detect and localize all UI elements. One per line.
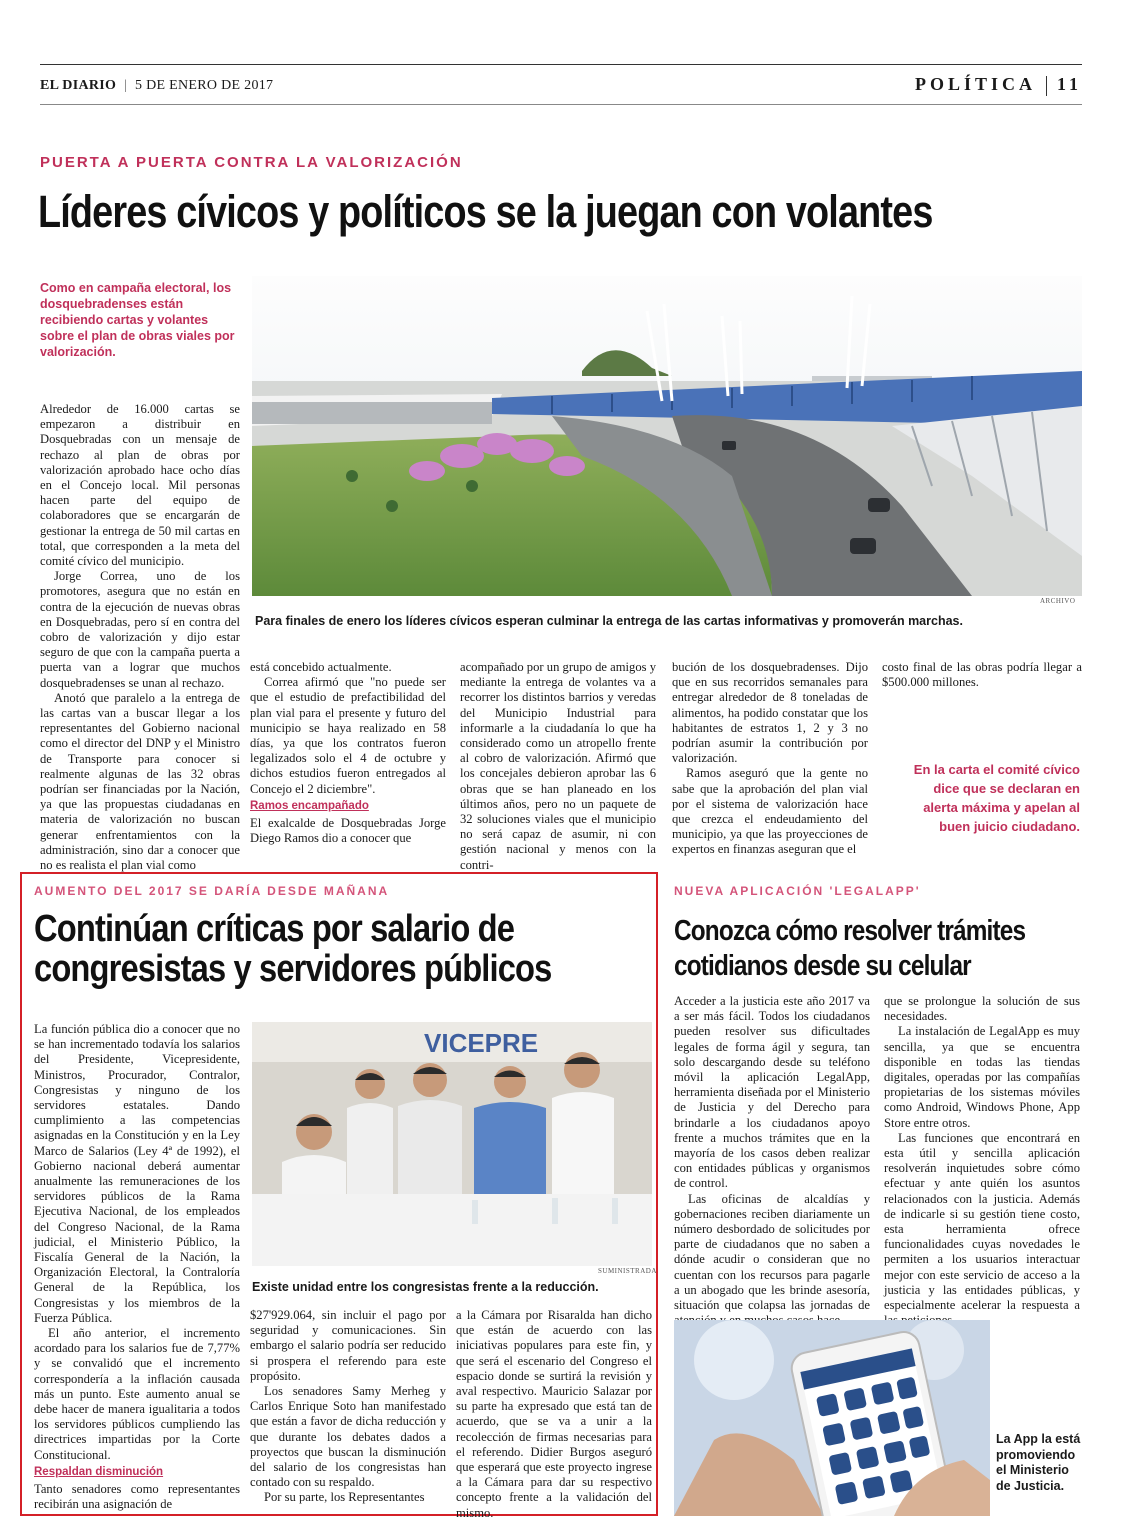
paragraph: Jorge Correa, uno de los promotores, asegura que no están en contra de la ejecución de nuevas obras en Dosquebradas, pero sí en contra del cobro de valorización y dijo estar seguro de que con la campaña puerta a puerta van a lograr que muchos dosquebradenses se unan al rechazo.	[40, 569, 240, 690]
article2-photo	[252, 1022, 652, 1266]
article2-headline	[34, 910, 567, 990]
paragraph: costo final de las obras podría llegar a $500.000 millones.	[882, 660, 1082, 690]
article1-headline: Líderes cívicos y políticos se la juegan con volantes	[38, 186, 933, 237]
article2-col1	[34, 1022, 240, 1513]
article1-photo-credit: ARCHIVO	[1040, 597, 1076, 605]
phone-app-photo	[674, 1320, 990, 1516]
headline-line: cotidianos desde su celular	[674, 950, 971, 983]
paragraph: Tanto senadores como representantes recibirán una asignación de	[34, 1482, 240, 1512]
article2-kicker: AUMENTO DEL 2017 SE DARÍA DESDE MAÑANA	[34, 884, 390, 898]
paragraph: El año anterior, el incremento acordado para los salarios fue de 7,77% y se convalidó que el incremento correspondería a la inflación causada más un punto. Este aumento anual se debe hacer de manera igualitaria a todos los servidores públicos cumpliendo las directrices impartidas por la Corte Constitucional.	[34, 1326, 240, 1462]
article3-col1	[674, 994, 870, 1328]
paragraph: Acceder a la justicia este año 2017 va a ser más fácil. Todos los ciudadanos pueden resolver sus dificultades legales de forma ágil y segura, tan solo descargando desde su teléfono móvil la aplicación LegalApp, herramienta diseñada por el Ministerio de Justicia y del Derecho para brindarle a los ciudadanos apoyo frente a muchos trámites que en la mayoría de los casos deben realizar con entidades públicas y organismos de control.	[674, 994, 870, 1191]
article1-col3	[460, 660, 656, 873]
section-name: POLÍTICA	[914, 74, 1036, 94]
top-rule	[40, 64, 1082, 65]
article1-col5	[882, 660, 1082, 690]
article1-col2	[250, 660, 446, 846]
masthead-left: EL DIARIO | 5 DE ENERO DE 2017	[40, 78, 274, 93]
paper-name: EL DIARIO	[40, 78, 117, 93]
page-number: 11	[1056, 74, 1082, 94]
headline-line: Continúan críticas por salario de	[34, 908, 515, 950]
paragraph: Ramos aseguró que la gente no sabe que la aprobación del plan vial por el sistema de valorización hace que crezca el endeudamiento del municipio, ya que las proyecciones de expertos en finanzas aseguran que el	[672, 766, 868, 857]
article2-col3	[456, 1308, 652, 1521]
article3-col2	[884, 994, 1080, 1328]
issue-date: 5 DE ENERO DE 2017	[134, 78, 274, 93]
headline-line: congresistas y servidores públicos	[34, 947, 552, 990]
paragraph: Las funciones que encontrará en esta útil y sencilla aplicación resolverán inquietudes sobre cómo efectuar y ante quién los asuntos relacionados con la justicia. Además de indicarle si su gestión tiene costo, esta herramienta ofrece funcionalidades cuyas novedades le permiten a los usuarios interactuar mejor con este servicio de acceso a la justicia y las entidades públicas, y especialmente acelerar la respuesta a	[884, 1130, 1080, 1313]
header-rule	[40, 104, 1082, 105]
paragraph: Por su parte, los Representantes	[264, 1490, 425, 1505]
paragraph: Las oficinas de alcaldías y gobernaciones reciben diariamente un número desbordado de solicitudes por parte de ciudadanos que no saben a dónde acudir o consideran que no cuentan con los recursos para pagarle a un abogado que les brinde asesoría, situación que colapsa las jornadas de	[674, 1191, 870, 1313]
article1-col1	[40, 402, 240, 873]
article2-subhead: Respaldan disminución	[34, 1465, 164, 1478]
article1-subhead: Ramos encampañado	[250, 799, 369, 812]
headline-line: Conozca cómo resolver trámites	[674, 915, 1026, 947]
paragraph: está concebido actualmente.	[250, 660, 392, 674]
paragraph: La instalación de LegalApp es muy sencilla, ya que se encuentra disponible en todas las tiendas digitales, operadas por las compañías propietarias de los sistemas móviles como Android, Windows Phone, App Store entre otros.	[884, 1024, 1080, 1130]
article3-photo-caption: La App la está promoviendo el Ministerio de Justicia.	[996, 1432, 1081, 1493]
paragraph: El exalcalde de Dosquebradas Jorge Diego Ramos dio a conocer que	[250, 816, 446, 846]
congress-group-photo	[252, 1022, 652, 1266]
paragraph: Correa afirmó que "no puede ser que el estudio de prefactibilidad del plan vial para el presente y futuro del municipio se haya realizado en 58 días, ya que los contratos fueron legalizados solo el 4 de octubre y dichos estudios fueron entregados al Concejo el 2 diciembre".	[250, 675, 446, 796]
paragraph: La función pública dio a conocer que no se han incrementado todavía los salarios del Presidente, Vicepresidente, Ministros, Procurador, Contralor, Congresistas y ninguno de los servidores estatales. Dando cumplimiento a las competencias asignadas en la Constitución y en la Ley Marco de Salarios (Ley 4ª de 1992), el Gobierno nacional deberá aumentar anualmente las remuneraciones de los servidores públicos de la Rama Ejecutiva Nacional, de los empleados del Congreso Nacional, de la Rama judicial, el Ministerio Público, la Fiscalía General de la Nación, la Organización Electoral, la Contraloría General de la República, los Congresistas y los miembros de la Fuerza Pública.	[34, 1022, 240, 1325]
paragraph: a la Cámara por Risaralda han dicho que están de acuerdo con las iniciativas populares para este fin, y que será el escenario del Congreso el espacio donde se surtirá la revisión y aval respectivo. Mauricio Salazar por su parte ha expresado que está tan de acuerdo, que se va a unir a la recolección de firmas necesarias para el referendo. Didier Burgos aseguró que esperará que este proyecto ingrese a la Cámara para dar su respectivo concepto frente a la validación del mismo.	[456, 1308, 652, 1520]
paragraph: que se prolongue la solución de sus necesidades.	[884, 994, 1080, 1024]
article3-kicker: NUEVA APLICACIÓN 'LEGALAPP'	[674, 884, 921, 898]
photo-banner-text: VICEPRE	[424, 1028, 539, 1058]
paragraph: Los senadores Samy Merheg y Carlos Enrique Soto han manifestado que están a favor de dicha reducción y que durante los debates dados a proyectos que buscan la disminución del salario de los congresistas han contado con su respaldo.	[250, 1384, 446, 1490]
article3-photo	[674, 1320, 990, 1516]
article1-pullquote: En la carta el comité cívico dice que se declaran en alerta máxima y apelan al buen juicio ciudadano.	[913, 762, 1080, 834]
article2-photo-credit: SUMINISTRADA	[598, 1267, 657, 1275]
article2-caption: Existe unidad entre los congresistas frente a la reducción.	[252, 1280, 599, 1294]
highway-rendering	[252, 276, 1082, 596]
article1-photo	[252, 276, 1082, 596]
article2-col2	[250, 1308, 446, 1506]
paragraph: $27'929.064, sin incluir el pago por seguridad y comunicaciones. Sin embargo el salario podría ser reducido si prospera el referendo para este propósito.	[250, 1308, 446, 1383]
paragraph: acompañado por un grupo de amigos y mediante la entrega de volantes va a recorrer los distintos barrios y veredas del Municipio Industrial para informarle a la ciudadanía lo que ha considerado como un atropello frente al cobro de valorización. Afirmó que los concejales debieron aprobar las 6 obras que se han planeado en los últimos años, pero no un paquete de 32 soluciones viales que el municipio no será capaz de asumir, ni con gestión nacional y menos con la contri-	[460, 660, 656, 872]
article1-kicker: PUERTA A PUERTA CONTRA LA VALORIZACIÓN	[40, 154, 463, 171]
paragraph: Anotó que paralelo a la entrega de las cartas van a buscar llegar a los representantes del Gobierno nacional como el director del DNP y el Ministro de Transporte para conocer si realmente algunas de las 32 obras podrían ser financiadas por la Nación, ya que las propuestas ciudadanas en materia de valorización no buscan generar enfrentamientos con la administración, sino dar a conocer que no es realista el plan vial como	[40, 690, 240, 873]
article1-lede: Como en campaña electoral, los dosquebradenses están recibiendo cartas y volantes sobre el plan de obras viales por valorización.	[40, 281, 235, 359]
masthead-right	[915, 74, 1082, 96]
paragraph: bución de los dosquebradenses. Dijo que en sus recorridos semanales para entregar alrededor de 8 toneladas de alimentos, ha podido constatar que los habitantes de estratos 1, 2 y 3 no podrían asumir la contribución por valorización.	[672, 660, 868, 766]
article1-col4	[672, 660, 868, 858]
article1-caption: Para finales de enero los líderes cívicos esperan culminar la entrega de las cartas informativas y promoverán marchas.	[255, 614, 963, 628]
paragraph: Alrededor de 16.000 cartas se empezaron a distribuir en Dosquebradas con un mensaje de rechazo al plan de obras por valorización aprobado hace ocho días en el Concejo local. Mil personas hacen parte del equipo de colaboradores que se encargarán de gestionar la entrega de 50 mil cartas en total, que corresponden a la meta del comité cívico del municipio.	[40, 402, 240, 569]
article3-headline	[674, 914, 1025, 985]
